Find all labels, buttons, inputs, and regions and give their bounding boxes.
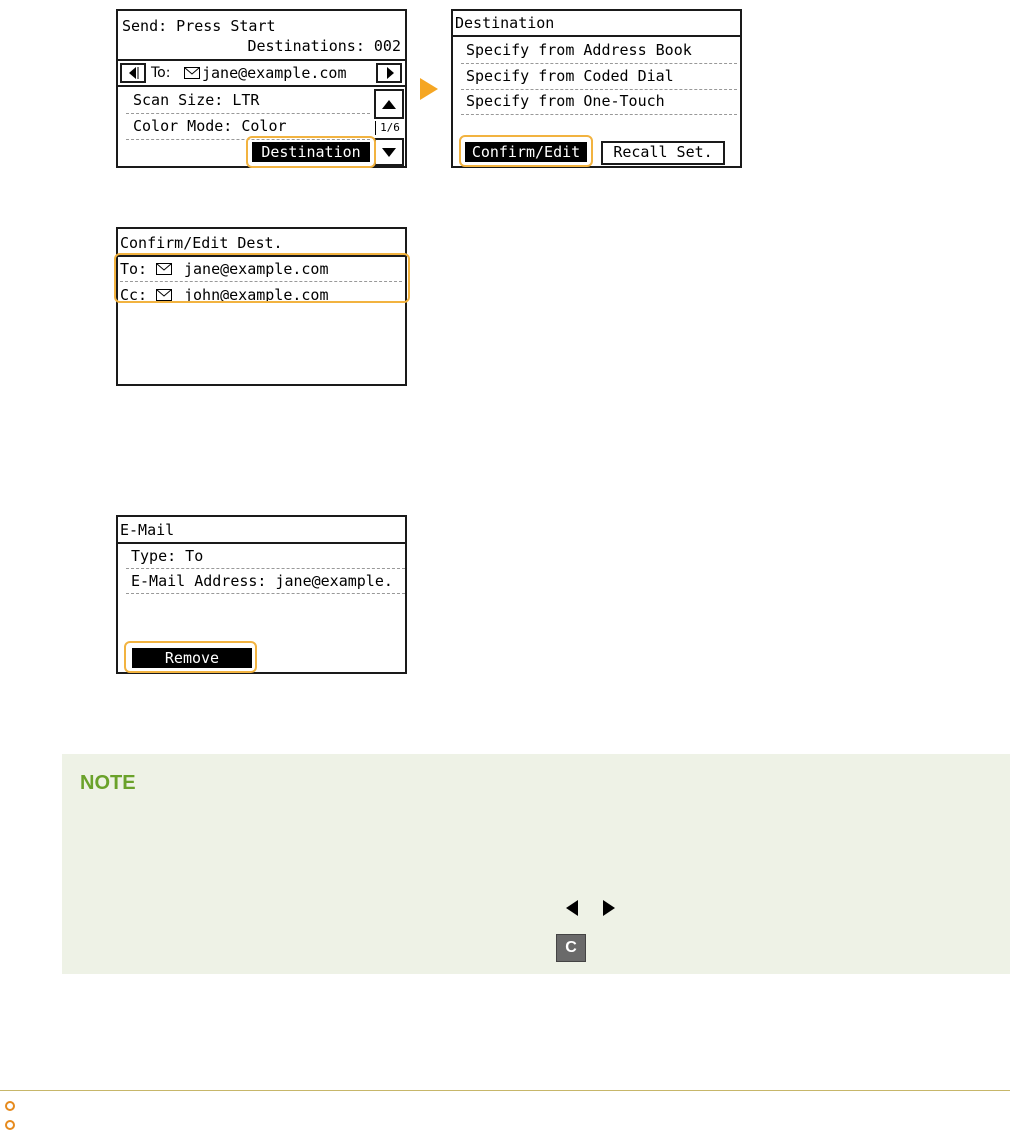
confirm-edit-highlight <box>459 135 593 167</box>
confirm-edit-title: Confirm/Edit Dest. <box>120 234 283 252</box>
to-address: jane@example.com <box>202 64 347 82</box>
chevron-left-icon <box>123 65 145 81</box>
destination-list-highlight <box>114 253 410 303</box>
email-address-item[interactable]: E-Mail Address: jane@example. <box>131 572 393 590</box>
triangle-up-icon <box>376 91 402 117</box>
link-bullet-icon <box>5 1101 15 1111</box>
divider <box>126 113 370 114</box>
clear-key-icon: C <box>556 934 586 962</box>
divider <box>126 593 405 594</box>
to-prefix: To: <box>151 65 171 81</box>
destination-button-highlight <box>246 136 376 168</box>
divider <box>126 568 405 569</box>
destination-button[interactable]: Destination <box>252 142 370 162</box>
chevron-right-icon <box>379 65 401 81</box>
next-destination-button[interactable] <box>376 63 402 83</box>
scroll-down-button[interactable] <box>374 138 404 166</box>
coded-dial-option[interactable]: Specify from Coded Dial <box>466 67 674 85</box>
link-bullet-icon <box>5 1120 15 1130</box>
divider <box>461 63 737 64</box>
destinations-count: Destinations: 002 <box>247 37 401 55</box>
title-divider <box>118 542 405 544</box>
one-touch-option[interactable]: Specify from One-Touch <box>466 92 665 110</box>
arrow-right-icon <box>420 78 440 100</box>
scroll-up-button[interactable] <box>374 89 404 119</box>
to-prefix: To: <box>120 260 148 278</box>
page-indicator: 1/6 <box>375 121 404 135</box>
recall-settings-button[interactable]: Recall Set. <box>601 141 725 165</box>
note-title: NOTE <box>80 772 136 794</box>
to-address-row[interactable]: jane@example.com <box>184 260 329 278</box>
address-book-option[interactable]: Specify from Address Book <box>466 41 692 59</box>
confirm-edit-button[interactable]: Confirm/Edit <box>465 142 587 162</box>
divider <box>461 114 737 115</box>
send-title: Send: Press Start <box>122 17 276 35</box>
prev-destination-button[interactable] <box>120 63 146 83</box>
footer-divider <box>0 1090 1010 1091</box>
remove-button-highlight <box>124 641 257 673</box>
remove-button[interactable]: Remove <box>132 648 252 668</box>
color-mode-item[interactable]: Color Mode: Color <box>133 117 287 135</box>
divider <box>461 89 737 90</box>
title-divider <box>453 35 740 37</box>
type-item[interactable]: Type: To <box>131 547 204 565</box>
triangle-right-icon <box>598 897 620 919</box>
email-title: E-Mail <box>120 521 175 539</box>
triangle-down-icon <box>376 140 402 164</box>
envelope-icon <box>184 67 200 79</box>
destination-title: Destination <box>455 14 555 32</box>
confirm-edit-screen <box>116 227 407 386</box>
scan-size-item[interactable]: Scan Size: LTR <box>133 91 260 109</box>
triangle-left-icon <box>562 897 584 919</box>
note-box <box>62 754 1010 974</box>
to-row <box>118 59 405 87</box>
cc-prefix: Cc: <box>120 286 148 304</box>
cc-address-row[interactable]: john@example.com <box>184 286 329 304</box>
